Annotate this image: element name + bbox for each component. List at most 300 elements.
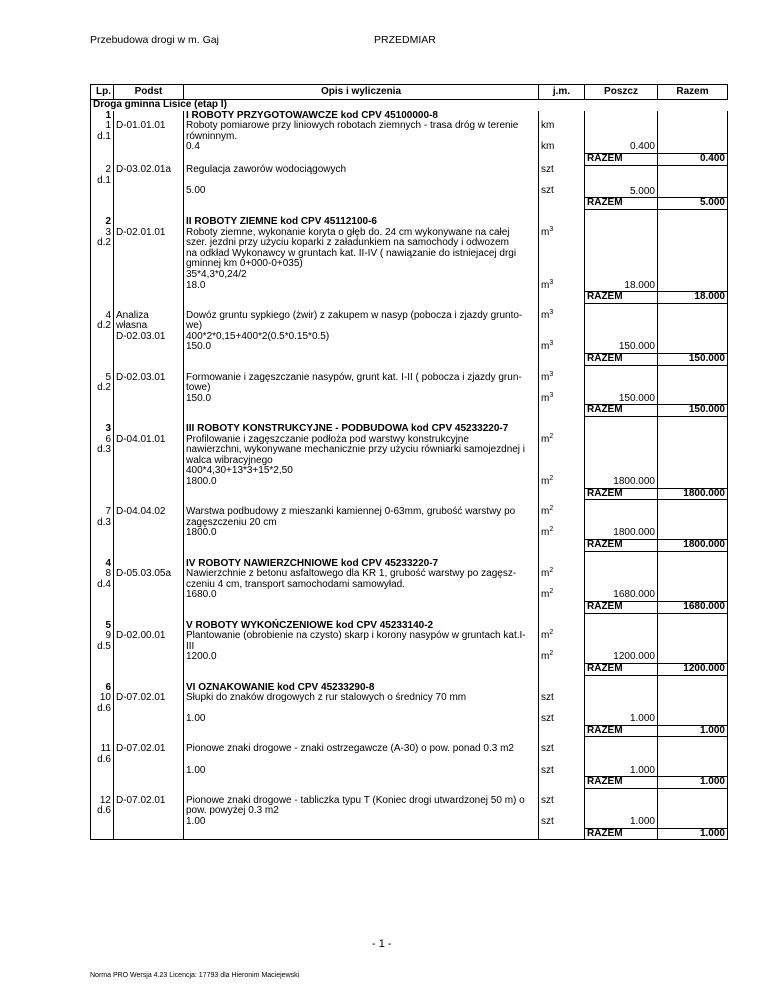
table-cell: 18.000 [624, 279, 655, 291]
software-license-note: Norma PRO Wersja 4.23 Licencja: 17793 dla Hieronim Maciejewski [90, 972, 300, 979]
table-cell [585, 683, 658, 694]
table-cell [658, 507, 728, 539]
table-cell: 150.000 [658, 405, 728, 417]
col-lp: Lp. [91, 85, 114, 100]
table-cell: pow. powyżej 0.3 m2 [186, 805, 279, 817]
table-cell: m [541, 630, 550, 642]
table-cell: Roboty ziemne, wykonanie koryta o głęb do. 24 cm wykonywane na całej [186, 226, 510, 238]
table-cell: 1.000 [658, 828, 728, 840]
table-cell [91, 405, 114, 417]
table-cell: szt [541, 164, 554, 176]
table-cell [539, 292, 585, 304]
table-cell: własna [116, 320, 148, 332]
table-cell [585, 744, 658, 776]
table-cell: 5.00 [186, 185, 206, 197]
table-cell [658, 111, 728, 122]
table-cell [658, 209, 728, 217]
table-cell: 0.4 [186, 141, 200, 153]
table-cell: walca wibracyjnego [186, 454, 273, 466]
table-cell: D-07.02.01 [114, 693, 184, 725]
table-cell: 150.0 [186, 392, 212, 404]
table-cell: m [541, 651, 550, 663]
razem-label: RAZEM [585, 153, 658, 165]
col-poszcz: Poszcz [585, 85, 658, 100]
table-cell: 6 [105, 433, 111, 445]
table-cell: 1.00 [186, 713, 206, 725]
table-cell [184, 796, 539, 828]
table-cell: nawierzchni, wykonywane mechanicznie przy użyciu równiarki samojezdnej i [186, 444, 526, 456]
table-cell [539, 828, 585, 840]
table-cell [114, 488, 184, 500]
table-cell [585, 551, 658, 559]
table-cell: d.6 [97, 754, 111, 766]
table-cell [539, 551, 585, 559]
table-cell: 400*4,30+13*3+15*2,50 [186, 465, 293, 477]
table-cell [539, 693, 585, 725]
table-cell: m [541, 433, 550, 445]
table-row [91, 435, 728, 488]
table-cell: $m^2$ $m^2$ [539, 435, 585, 488]
document-header-title: PRZEDMIAR [374, 34, 436, 46]
table-cell: 400*2*0,15+400*2(0.5*0.15*0.5) [186, 330, 330, 342]
table-cell [658, 621, 728, 632]
table-cell: $m^2$ $m^2$ [539, 569, 585, 601]
table-cell: 1.000 [658, 725, 728, 737]
table-row [91, 121, 728, 153]
table-header-row [91, 85, 728, 100]
table-cell: m [541, 226, 550, 238]
table-cell [114, 311, 184, 354]
table-cell [658, 683, 728, 694]
col-jm: j.m. [539, 85, 585, 100]
section-title: VI OZNAKOWANIE kod CPV 45233290-8 [184, 683, 539, 694]
table-cell: Warstwa podbudowy z mieszanki kamiennej 0-63mm, grubość warstwy po [186, 506, 516, 518]
table-cell: 1.00 [186, 816, 206, 828]
table-cell [585, 559, 658, 570]
table-cell [658, 559, 728, 570]
table-row [91, 405, 728, 417]
table-cell [658, 303, 728, 311]
table-cell [91, 663, 114, 675]
table-cell: 1800.000 [658, 539, 728, 551]
section-title: I ROBOTY PRZYGOTOWAWCZE kod CPV 45100000-8 [184, 111, 539, 122]
table-cell: gminnej km 0+000-0+035) [186, 258, 303, 270]
table-cell: 18.0 [186, 279, 206, 291]
table-cell: 3 [91, 424, 114, 435]
przedmiar-table [90, 84, 728, 840]
table-cell [184, 373, 539, 405]
table-cell: 5.000 [629, 185, 655, 197]
section-title: IV ROBOTY NAWIERZCHNIOWE kod CPV 45233220-7 [184, 559, 539, 570]
col-razem: Razem [658, 85, 728, 100]
table-cell [114, 417, 184, 425]
table-cell: zagęszczeniu 20 cm [186, 516, 277, 528]
table-row [91, 100, 728, 111]
table-cell [114, 828, 184, 840]
table-cell: 0.400 [629, 141, 655, 153]
table-cell [114, 551, 184, 559]
table-cell [658, 311, 728, 354]
table-cell: 8 [105, 568, 111, 580]
table-cell [539, 601, 585, 613]
table-cell: d.6 [97, 702, 111, 714]
table-row [91, 488, 728, 500]
table-cell: Słupki do znaków drogowych z rur stalowych o średnicy 70 mm [186, 692, 467, 704]
table-cell: D-05.03.05a [114, 569, 184, 601]
col-opis: Opis i wyliczenia [184, 85, 539, 100]
table-row [91, 539, 728, 551]
table-cell [114, 675, 184, 683]
document-header-left: Przebudowa drogi w m. Gaj [90, 34, 219, 46]
table-cell [658, 165, 728, 198]
table-cell: szt [541, 794, 554, 806]
table-cell [585, 693, 658, 725]
table-cell: 150.000 [618, 392, 655, 404]
table-cell [658, 500, 728, 508]
table-cell [91, 488, 114, 500]
table-cell [184, 725, 539, 737]
table-cell: RAZEM [585, 601, 658, 613]
table-row [91, 601, 728, 613]
table-cell [184, 405, 539, 417]
table-row [91, 228, 728, 292]
table-cell: 5 [91, 621, 114, 632]
table-cell: szt [541, 816, 554, 828]
table-cell [585, 675, 658, 683]
table-cell [184, 507, 539, 539]
table-cell: Analiza [116, 309, 149, 321]
table-cell [184, 165, 539, 198]
table-cell: szt [541, 743, 554, 755]
table-cell: m [541, 371, 550, 383]
table-cell: 18.000 [658, 292, 728, 304]
table-cell [184, 828, 539, 840]
table-cell [184, 539, 539, 551]
table-cell [91, 828, 114, 840]
table-row [91, 373, 728, 405]
table-cell: km [541, 141, 555, 153]
table-cell: Nawierzchnie z betonu asfaltowego dla KR 1, grubość warstwy po zagęsz- [186, 568, 517, 580]
table-row [91, 507, 728, 539]
table-cell: km [541, 120, 555, 132]
table-cell [539, 725, 585, 737]
table-cell: szer. jezdni przy użyciu koparki z załadunkiem na samochody i odwozem [186, 237, 509, 249]
table-cell [91, 373, 114, 405]
table-cell: RAZEM [585, 292, 658, 304]
table-cell: D-01.01.01 [114, 121, 184, 153]
table-cell: $m^3$ $m^3$ [539, 373, 585, 405]
table-cell: m [541, 392, 550, 404]
table-cell [658, 744, 728, 776]
table-cell [585, 621, 658, 632]
table-cell: 2 [105, 164, 111, 176]
table-cell: d.2 [97, 320, 111, 332]
table-cell [114, 777, 184, 789]
table-cell: Profilowanie i zagęszczanie podłoża pod warstwy konstrukcyjne [186, 433, 469, 445]
table-cell: $m^2$ $m^2$ [539, 631, 585, 663]
table-row [91, 631, 728, 663]
table-cell [91, 693, 114, 725]
table-cell [658, 365, 728, 373]
table-row [91, 311, 728, 354]
table-cell [184, 488, 539, 500]
table-cell [585, 165, 658, 198]
table-cell: D-02.01.01 [114, 228, 184, 292]
table-cell [539, 796, 585, 828]
table-cell [114, 209, 184, 217]
table-cell: 35*4,3*0,24/2 [186, 268, 247, 280]
table-cell [91, 198, 114, 210]
table-cell: d.1 [97, 130, 111, 142]
section-title: II ROBOTY ZIEMNE kod CPV 45112100-6 [184, 217, 539, 228]
table-cell [91, 631, 114, 663]
table-cell [539, 405, 585, 417]
table-cell: 1680.0 [186, 589, 217, 601]
table-cell: 1 [105, 120, 111, 132]
table-cell [184, 693, 539, 725]
table-row [91, 744, 728, 776]
table-cell [184, 631, 539, 663]
table-cell: 1.000 [629, 816, 655, 828]
table-cell [184, 228, 539, 292]
table-cell: czeniu 4 cm, transport samochodami samowyład. [186, 578, 405, 590]
road-title: Droga gminna Lisice (etap I) [91, 100, 728, 111]
table-cell: Pionowe znaki drogowe - tabliczka typu T (Koniec drogi utwardzonej 50 m) o [186, 794, 525, 806]
table-cell [658, 796, 728, 828]
table-cell [114, 354, 184, 366]
table-cell: Roboty pomiarowe przy liniowych robotach ziemnych - trasa dróg w terenie [186, 120, 519, 132]
table-cell [114, 601, 184, 613]
table-cell: 4 [105, 309, 111, 321]
table-cell: m [541, 341, 550, 353]
table-cell [539, 777, 585, 789]
table-cell: 1.00 [186, 764, 206, 776]
page-number: - 1 - [372, 938, 392, 950]
table-cell: RAZEM [585, 539, 658, 551]
table-cell: D-04.01.01 [114, 435, 184, 488]
table-cell: D-02.03.01 [114, 373, 184, 405]
table-cell: 1.000 [629, 713, 655, 725]
table-cell: we) [186, 320, 203, 332]
table-cell: D-02.03.01 [116, 330, 166, 342]
table-cell [585, 209, 658, 217]
table-cell: równinnym. [186, 130, 238, 142]
table-cell: szt [541, 713, 554, 725]
table-cell: d.2 [97, 237, 111, 249]
table-cell: d.4 [97, 578, 111, 590]
table-cell [91, 569, 114, 601]
table-cell [91, 165, 114, 198]
table-cell: d.6 [97, 805, 111, 817]
table-cell [91, 725, 114, 737]
table-cell [184, 121, 539, 153]
table-cell: RAZEM [585, 488, 658, 500]
table-cell [91, 796, 114, 828]
table-cell [184, 777, 539, 789]
table-cell: 5 [105, 371, 111, 383]
table-cell [585, 111, 658, 122]
section-title: III ROBOTY KONSTRUKCYJNE - PODBUDOWA kod CPV 45233220-7 [184, 424, 539, 435]
table-cell: 7 [105, 506, 111, 518]
table-cell: D-07.02.01 [114, 796, 184, 828]
table-cell [91, 539, 114, 551]
table-cell [658, 613, 728, 621]
table-cell [658, 417, 728, 425]
table-cell: 1800.000 [613, 527, 655, 539]
table-cell: D-02.00.01 [114, 631, 184, 663]
table-cell: RAZEM [585, 198, 658, 210]
table-row [91, 777, 728, 789]
table-cell [658, 737, 728, 745]
table-cell: 150.0 [186, 341, 212, 353]
table-cell [91, 228, 114, 292]
table-cell [114, 663, 184, 675]
table-cell [91, 601, 114, 613]
table-cell [658, 435, 728, 488]
table-cell: m [541, 568, 550, 580]
table-cell: m [541, 279, 550, 291]
table-cell: 1200.000 [658, 663, 728, 675]
table-cell [585, 631, 658, 663]
table-cell: $m^3$ $m^3$ [539, 311, 585, 354]
table-cell: 1800.000 [658, 488, 728, 500]
table-cell: RAZEM [585, 725, 658, 737]
table-cell [658, 675, 728, 683]
section-row: 1 I ROBOTY PRZYGOTOWAWCZE kod CPV 45100000-8 [91, 111, 728, 122]
table-cell [91, 354, 114, 366]
table-cell [539, 663, 585, 675]
table-cell: 4 [91, 559, 114, 570]
table-cell: 1200.000 [613, 651, 655, 663]
table-cell [658, 424, 728, 435]
table-cell [114, 539, 184, 551]
table-cell: d.1 [97, 174, 111, 186]
table-cell [91, 292, 114, 304]
table-cell [114, 405, 184, 417]
table-cell [114, 725, 184, 737]
table-cell [585, 569, 658, 601]
table-cell: Pionowe znaki drogowe - znaki ostrzegawcze (A-30) o pow. ponad 0.3 m2 [186, 743, 514, 755]
table-cell [585, 435, 658, 488]
table-cell [184, 354, 539, 366]
table-cell [658, 569, 728, 601]
table-row [91, 725, 728, 737]
table-cell [91, 777, 114, 789]
table-cell [114, 198, 184, 210]
table-cell: RAZEM [585, 828, 658, 840]
table-cell [585, 796, 658, 828]
table-cell: $m^3$ $m^3$ [539, 228, 585, 292]
table-cell: szt [541, 692, 554, 704]
table-cell: 9 [105, 630, 111, 642]
table-row [91, 354, 728, 366]
table-cell [658, 693, 728, 725]
table-cell: 1.000 [658, 777, 728, 789]
table-cell [658, 121, 728, 153]
table-cell [184, 569, 539, 601]
table-cell: RAZEM [585, 663, 658, 675]
table-row [91, 198, 728, 210]
col-podst: Podst [114, 85, 184, 100]
table-cell [658, 228, 728, 292]
table-cell [184, 663, 539, 675]
table-cell [585, 365, 658, 373]
table-cell: m [541, 506, 550, 518]
table-cell: 1800.0 [186, 527, 217, 539]
table-cell: m [541, 527, 550, 539]
table-cell [658, 551, 728, 559]
table-cell [114, 613, 184, 621]
table-cell [585, 613, 658, 621]
table-cell [91, 744, 114, 776]
table-cell: m [541, 309, 550, 321]
table-cell: 2 [91, 217, 114, 228]
table-cell: 3 [105, 226, 111, 238]
table-cell: III [186, 640, 195, 652]
section-title: V ROBOTY WYKOŃCZENIOWE kod CPV 45233140-2 [184, 621, 539, 632]
table-cell [184, 311, 539, 354]
table-cell [658, 631, 728, 663]
table-cell: 1200.0 [186, 651, 217, 663]
table-cell [91, 311, 114, 354]
table-cell [585, 417, 658, 425]
table-cell: Plantowanie (obrobienie na czysto) skarp i korony nasypów w gruntach kat.I- [186, 630, 526, 642]
table-cell: na odkład Wykonawcy w gruntach kat. II-IV ( nawiązanie do istniejacej drgi [186, 247, 517, 259]
table-cell: 1.000 [629, 764, 655, 776]
table-cell [585, 303, 658, 311]
table-cell: szt [541, 185, 554, 197]
table-cell: 1680.000 [658, 601, 728, 613]
table-cell [658, 373, 728, 405]
table-cell: 150.000 [658, 354, 728, 366]
table-cell [184, 601, 539, 613]
table-cell [585, 373, 658, 405]
table-cell [539, 488, 585, 500]
table-cell [91, 121, 114, 153]
table-row [91, 165, 728, 198]
table-cell [585, 121, 658, 153]
table-cell: Formowanie i zagęszczanie nasypów, grunt kat. I-II ( pobocza i zjazdy grun- [186, 371, 522, 383]
table-cell [91, 507, 114, 539]
table-cell [585, 737, 658, 745]
table-cell: D-04.04.02 [114, 507, 184, 539]
table-cell [585, 507, 658, 539]
table-row [91, 663, 728, 675]
table-cell [658, 217, 728, 228]
table-row [91, 292, 728, 304]
table-cell [539, 209, 585, 217]
table-cell [539, 121, 585, 153]
table-cell: 1800.000 [613, 476, 655, 487]
table-cell: d.5 [97, 640, 111, 652]
table-cell [114, 292, 184, 304]
table-cell: Regulacja zaworów wodociągowych [186, 164, 347, 176]
table-cell: 6 [91, 683, 114, 694]
table-cell: d.3 [97, 516, 111, 528]
table-cell [585, 424, 658, 435]
table-cell [539, 675, 585, 683]
table-cell [184, 435, 539, 488]
table-cell [114, 217, 184, 228]
table-cell: D-03.02.01a [114, 165, 184, 198]
table-cell [539, 613, 585, 621]
table-cell [585, 228, 658, 292]
table-cell: d.3 [97, 444, 111, 456]
razem-value: 0.400 [658, 153, 728, 165]
table-row [91, 569, 728, 601]
table-cell: 12 [99, 794, 111, 806]
table-cell [91, 435, 114, 488]
